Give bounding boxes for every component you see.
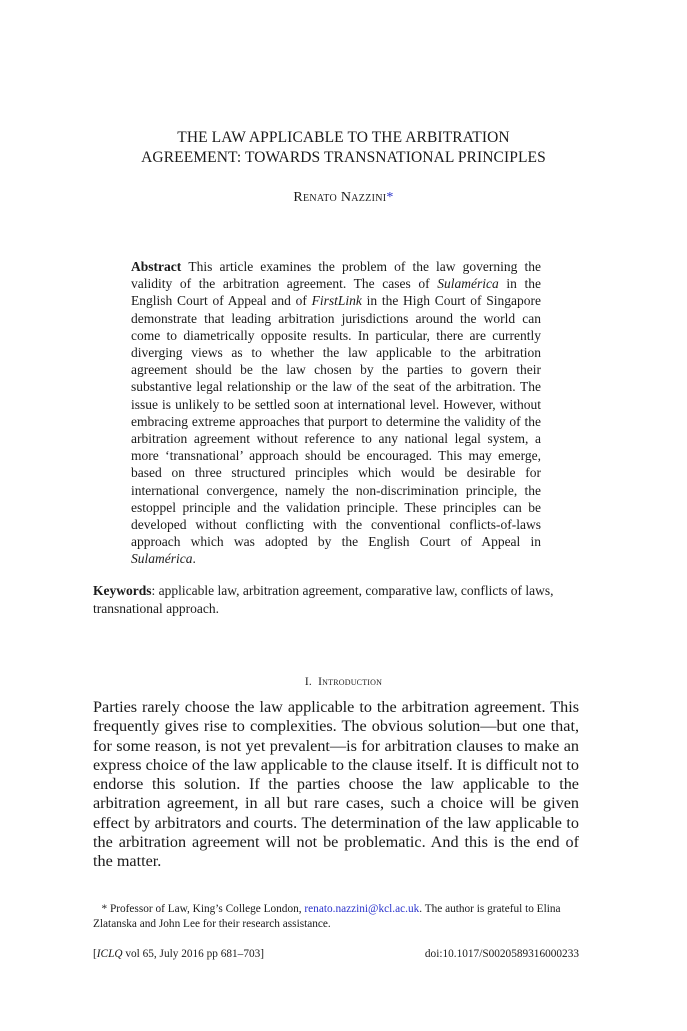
citation-bracket: [: [93, 948, 97, 960]
abstract-case-sulamerica-2: Sulamérica: [131, 551, 193, 567]
page-footer: [93, 948, 579, 960]
abstract-text-2: in the English Court of Appeal and of: [131, 276, 541, 309]
footnote-text-1: Professor of Law, King’s College London,: [107, 903, 305, 915]
author-email-link[interactable]: renato.nazzini@kcl.ac.uk: [304, 903, 420, 915]
abstract-text-1: This article examines the problem of the law governing the validity of the arbitration agreement. The cases of: [131, 259, 541, 292]
section-number: I.: [304, 676, 312, 688]
keywords-text: : applicable law, arbitration agreement, comparative law, conflicts of laws, transnational approach.: [93, 583, 554, 616]
author-footnote-link[interactable]: *: [386, 190, 394, 205]
keywords-label: Keywords: [93, 583, 152, 598]
author-footnote: [93, 902, 579, 932]
abstract-case-sulamerica: Sulamérica: [437, 276, 499, 292]
journal-abbrev: ICLQ: [96, 948, 123, 960]
body-paragraph: Parties rarely choose the law applicable to the arbitration agreement. This frequently gives rise to complexities. The obvious solution—but one that, for some reason, is not yet prevalent—is for arbitration clauses to make an express choice of the law applicable to the clause itself. It is difficult not to endorse this solution. If the parties choose the law applicable to the arbitration agreement, in all but rare cases, such a choice will be given effect by arbitrators and courts. The determination of the law applicable to the arbitration agreement will not be problematic. And this is the end of the matter.: [93, 698, 579, 871]
article-title-line-1: THE LAW APPLICABLE TO THE ARBITRATION: [177, 129, 510, 146]
author-byline: [60, 190, 627, 206]
author-name: Renato Nazzini: [293, 190, 387, 205]
section-heading: [60, 676, 627, 688]
footnote-text-2: . The author is grateful to Elina Zlatanska and John Lee for their research assistance.: [93, 903, 561, 930]
abstract-text-4: .: [192, 551, 196, 567]
footnote-marker: *: [101, 903, 108, 915]
abstract-text-3: in the High Court of Singapore demonstrate that leading arbitration jurisdictions around the world can come to diametrically opposite results. In particular, there are currently diverging views as to whether the law applicable to the arbitration agreement should be the law chosen by the parties to govern their substantive legal relationship or the law of the seat of the arbitration. The issue is unlikely to be settled soon at international level. However, without embracing extreme approaches that purport to determine the validity of the arbitration agreement without reference to any national legal system, a more ‘transnational’ approach should be encouraged. This may emerge, based on three structured principles which would be desirable for international convergence, namely the non-discrimination principle, the estoppel principle and the validation principle. These principles can be developed without conflicting with the conventional conflicts-of-laws approach which was adopted by the English Court of Appeal in: [131, 293, 541, 550]
abstract: [131, 258, 541, 568]
article-title: [60, 128, 627, 168]
citation-details: vol 65, July 2016 pp 681–703]: [122, 948, 265, 960]
doi: doi:10.1017/S0020589316000233: [424, 948, 579, 960]
journal-citation: [93, 948, 264, 960]
abstract-case-firstlink: FirstLink: [311, 293, 362, 309]
abstract-label: Abstract: [131, 259, 182, 274]
keywords: [93, 582, 578, 617]
article-title-line-2: AGREEMENT: TOWARDS TRANSNATIONAL PRINCIPLES: [141, 149, 546, 166]
section-title: Introduction: [318, 676, 383, 688]
